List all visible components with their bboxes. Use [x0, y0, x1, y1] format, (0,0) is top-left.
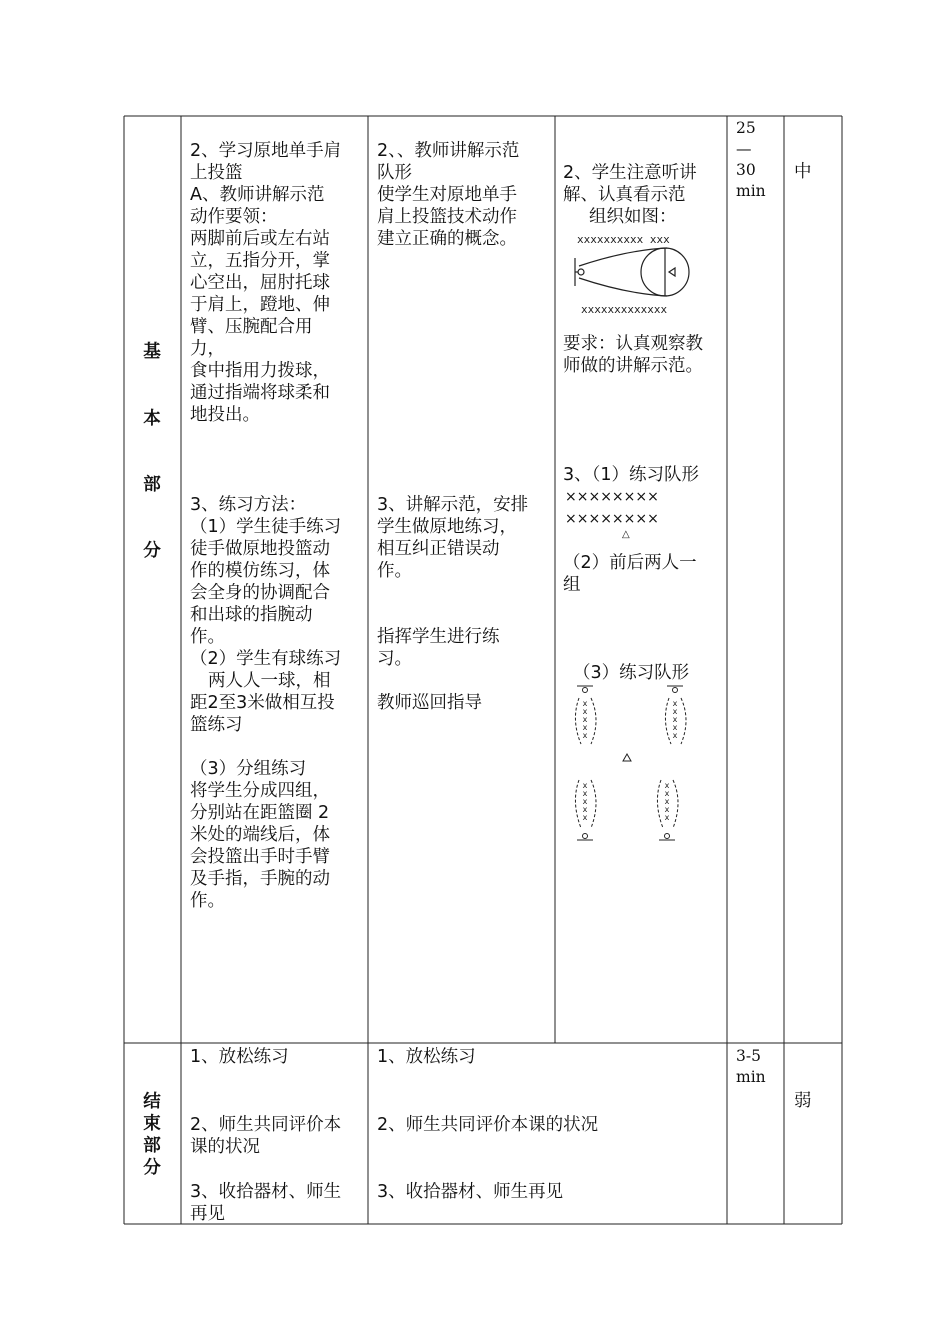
text-line: 动作要领：: [190, 207, 278, 227]
section-label-end-1: 结: [143, 1092, 161, 1112]
text-line: 食中指用力拨球，: [190, 361, 330, 381]
section-label-end-4: 分: [143, 1158, 161, 1178]
svg-text:x: x: [664, 781, 670, 790]
svg-text:x: x: [582, 781, 588, 790]
text-line: 两脚前后或左右站: [190, 229, 330, 249]
content-block: [377, 626, 500, 670]
group-formation-diagram: [565, 684, 705, 846]
content-block: [563, 552, 697, 596]
text-line: 教师巡回指导: [377, 693, 482, 713]
text-line: 3、练习方法：: [190, 495, 307, 515]
svg-text:x: x: [582, 789, 588, 798]
svg-text:x: x: [672, 731, 678, 740]
formation-row: ××××××××: [565, 489, 659, 505]
text-line: （3）分组练习: [190, 759, 307, 779]
content-block: [190, 758, 330, 912]
intensity-end: 弱: [794, 1091, 812, 1111]
intensity-basic: 中: [794, 162, 812, 182]
svg-text:x: x: [672, 699, 678, 708]
hoop-circle: [578, 269, 584, 275]
text-line: （1）学生徒手练习: [190, 517, 342, 537]
svg-text:x: x: [664, 805, 670, 814]
time-block: [736, 118, 766, 202]
text-line: 2、学生注意听讲: [563, 163, 697, 183]
text-line: 3、（1）练习队形: [563, 465, 700, 485]
text-line: 米处的端线后，体: [190, 825, 330, 845]
text-line: 2、、教师讲解示范: [377, 141, 520, 161]
text-line: 指挥学生进行练: [377, 627, 500, 647]
time-line: 25: [736, 119, 756, 137]
text-line: 地投出。: [190, 405, 260, 425]
text-line: 2、学习原地单手肩: [190, 141, 342, 161]
text-line: 肩上投篮技术动作: [377, 207, 517, 227]
formation-row-top: xxxxxxxxxx xxx: [577, 233, 670, 246]
text-line: 3、讲解示范，安排: [377, 495, 529, 515]
formation-row: ××××××××: [565, 511, 659, 527]
content-block: [563, 333, 703, 377]
text-line: 1、放松练习: [377, 1047, 476, 1067]
time-line: min: [736, 1068, 766, 1086]
text-line: 和出球的指腕动: [190, 605, 313, 625]
time-line: 30: [736, 161, 756, 179]
svg-text:x: x: [672, 723, 678, 732]
text-line: 组: [563, 575, 581, 595]
text-line: 习。: [377, 649, 412, 669]
text-line: 解、认真看示范: [563, 185, 686, 205]
text-line: 师做的讲解示范。: [563, 356, 703, 376]
content-block: [190, 494, 341, 736]
text-line: 课的状况: [190, 1137, 260, 1157]
section-label-basic-1: 基: [143, 342, 161, 362]
text-line: 作。: [190, 891, 225, 911]
content-block: [190, 140, 341, 426]
text-line: 2、师生共同评价本: [190, 1115, 342, 1135]
text-line: 队形: [377, 163, 412, 183]
svg-text:x: x: [672, 715, 678, 724]
text-line: 3、收拾器材、师生: [190, 1182, 342, 1202]
text-line: 组织如图：: [589, 207, 677, 227]
svg-text:x: x: [582, 805, 588, 814]
text-line: 立，五指分开，掌: [190, 251, 330, 271]
text-line: 通过指端将球柔和: [190, 383, 330, 403]
text-line: 作。: [377, 561, 412, 581]
teacher-triangle-icon: [669, 268, 675, 276]
text-line: 要求：认真观察教: [563, 334, 703, 354]
text-line: 距2至3米做相互投: [190, 693, 335, 713]
section-label-basic-3: 部: [143, 475, 161, 495]
text-line: 作的模仿练习，体: [190, 561, 330, 581]
text-line: 3、收拾器材、师生再见: [377, 1182, 564, 1202]
text-line: 2、师生共同评价本课的状况: [377, 1115, 599, 1135]
teacher-marker: △: [622, 529, 630, 540]
text-line: A、教师讲解示范: [190, 185, 325, 205]
time-line: 3-5: [736, 1047, 761, 1065]
text-line: （3）练习队形: [573, 663, 690, 683]
svg-text:x: x: [582, 707, 588, 716]
content-block: [377, 140, 519, 250]
text-line: 及手指，手腕的动: [190, 869, 330, 889]
text-line: 1、放松练习: [190, 1047, 289, 1067]
time-block: [736, 1046, 766, 1088]
text-line: 学生做原地练习，: [377, 517, 517, 537]
section-label-end: [137, 1091, 167, 1179]
svg-text:x: x: [664, 813, 670, 822]
svg-text:x: x: [582, 813, 588, 822]
text-line: 上投篮: [190, 163, 243, 183]
formation-row-bottom: xxxxxxxxxxxxx: [581, 303, 668, 316]
svg-text:x: x: [664, 789, 670, 798]
text-line: （2）学生有球练习: [190, 649, 342, 669]
svg-text:x: x: [664, 797, 670, 806]
text-line: 心空出，屈肘托球: [190, 273, 330, 293]
content-block: [190, 1114, 341, 1158]
svg-text:x: x: [582, 731, 588, 740]
section-label-basic-4: 分: [143, 541, 161, 561]
text-line: 会全身的协调配合: [190, 583, 330, 603]
text-line: 力，: [190, 339, 225, 359]
text-line: 两人人一球，相: [208, 671, 331, 691]
svg-text:x: x: [582, 699, 588, 708]
time-line: min: [736, 182, 766, 200]
content-block: [563, 162, 697, 228]
text-line: （2）前后两人一: [563, 553, 697, 573]
svg-text:x: x: [582, 715, 588, 724]
text-line: 将学生分成四组，: [190, 781, 330, 801]
time-line: —: [736, 140, 752, 158]
text-line: 相互纠正错误动: [377, 539, 500, 559]
court-formation-diagram: [567, 228, 697, 320]
content-block: [377, 494, 528, 582]
text-line: 建立正确的概念。: [377, 229, 517, 249]
section-label-basic-2: 本: [143, 409, 161, 429]
text-line: 臂、压腕配合用: [190, 317, 313, 337]
text-line: 篮练习: [190, 715, 243, 735]
section-label-end-2: 束: [143, 1114, 161, 1134]
text-line: 分别站在距篮圈 2: [190, 803, 330, 823]
text-line: 徒手做原地投篮动: [190, 539, 330, 559]
text-line: 于肩上，蹬地、伸: [190, 295, 330, 315]
text-line: 作。: [190, 627, 225, 647]
content-block: [190, 1181, 341, 1225]
text-line: 再见: [190, 1204, 225, 1224]
svg-text:x: x: [672, 707, 678, 716]
text-line: 会投篮出手时手臂: [190, 847, 330, 867]
section-label-end-3: 部: [143, 1136, 161, 1156]
text-line: 使学生对原地单手: [377, 185, 517, 205]
svg-text:x: x: [582, 797, 588, 806]
svg-text:x: x: [582, 723, 588, 732]
